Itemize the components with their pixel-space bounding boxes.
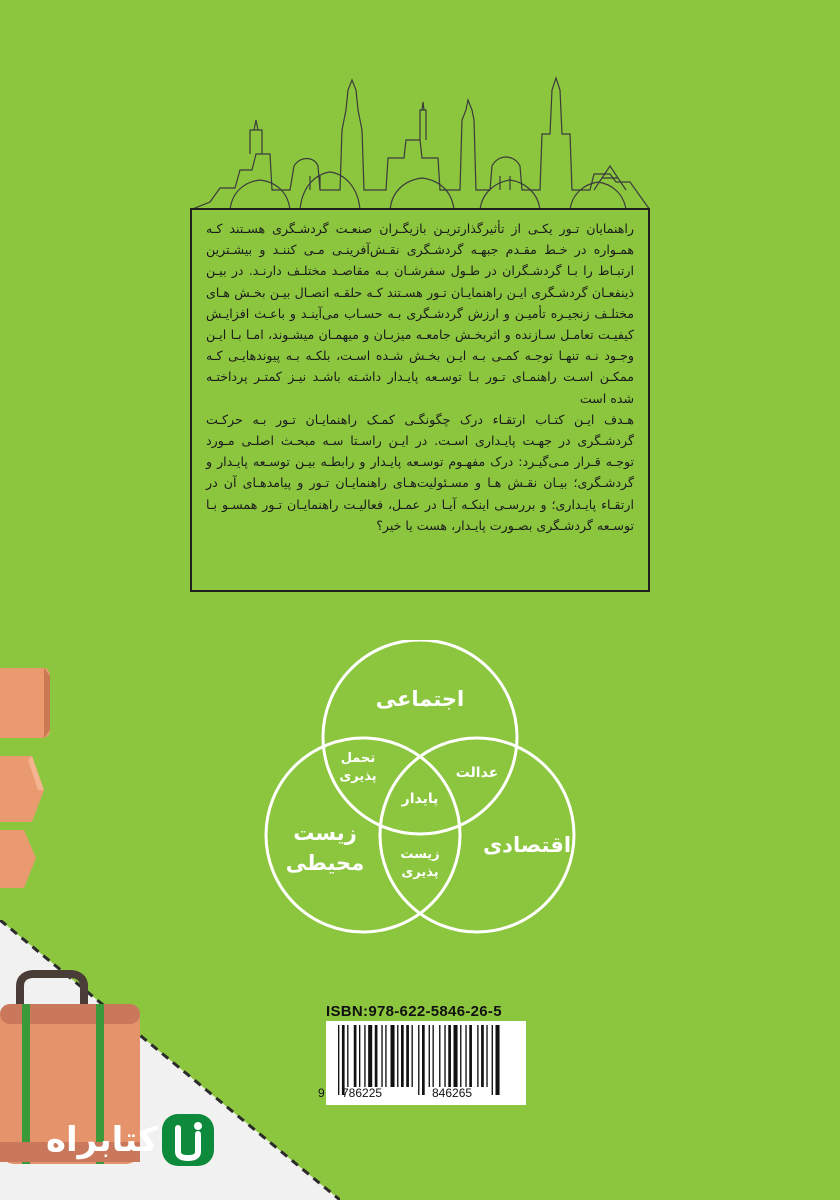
barcode-bar — [439, 1025, 440, 1087]
label-sustainable: پایدار — [401, 791, 439, 807]
label-livable-line1: زیست — [400, 847, 440, 862]
label-livable-line2: پذیری — [401, 865, 439, 880]
barcode-bar — [381, 1025, 382, 1087]
barcode-bar — [397, 1025, 398, 1087]
barcode-bar — [342, 1025, 345, 1095]
barcode-bar — [444, 1025, 445, 1087]
barcode-bar — [412, 1025, 413, 1087]
barcode-bar — [385, 1025, 386, 1087]
publisher-logo-text: کتابراه — [45, 1120, 158, 1160]
barcode-bar — [429, 1025, 430, 1087]
label-environmental-line2: محیطی — [285, 851, 365, 875]
label-social: اجتماعی — [375, 687, 465, 711]
barcode-bar — [496, 1025, 500, 1095]
sustainability-venn-diagram — [255, 640, 585, 940]
barcode-bar — [454, 1025, 458, 1087]
barcode-bar — [391, 1025, 395, 1087]
description-paragraph-2: هـدف ایـن کتـاب ارتقـاء درک چگونگـی کمـک راهنمایـان تـور بـه حرکـت گردشـگری در جهـت پایـداری اسـت. در ایـن راسـتا سـه مبحـث اصلـی مـورد توجـه قـرار مـی‌گیـرد: درک مفهـوم توسـعه پایـدار و رابطـه بیـن توسـعه پایـدار و گردشـگری؛ بیـان نقـش هـا و مسـئولیت‌هـای راهنمایـان تـور و پیامدهـای آن در ارتقـاء پایـداری؛ و بررسـی اینکـه آیـا در عمـل، فعالیـت راهنمایـان تـور همسـو بـا توسـعه گردشـگری بصـورت پایـدار، هست یا خیر؟ — [206, 411, 634, 533]
barcode-lead-digit: 9 — [318, 1086, 325, 1100]
label-tolerable-line2: پذیری — [339, 769, 377, 784]
publisher-logo-icon — [160, 1112, 216, 1168]
label-tolerable-line1: تحمل — [340, 751, 376, 766]
barcode-bar — [347, 1025, 348, 1087]
barcode-bar — [460, 1025, 461, 1087]
barcode-bar — [422, 1025, 425, 1095]
barcode-bar — [354, 1025, 357, 1087]
barcode-bar — [448, 1025, 451, 1087]
barcode-bar — [492, 1025, 493, 1095]
barcode-bar — [401, 1025, 404, 1087]
barcode-bar — [481, 1025, 484, 1087]
barcode-bar — [338, 1025, 339, 1095]
label-environmental-line1: زیست — [293, 821, 357, 845]
barcode-right-digits: 846265 — [432, 1086, 473, 1100]
barcode-bar — [486, 1025, 487, 1087]
barcode-bar — [465, 1025, 466, 1087]
barcode-bar — [433, 1025, 434, 1087]
description-paragraph-1: راهنمایان تـور یکـی از تأثیرگذارتریـن بازیگـران صنعـت گردشـگری هسـتند کـه همـواره در خـط مقـدم جبهـه گردشـگری نقـش‌آفرینـی مـی کننـد و بیشـترین ارتبـاط را بـا گردشـگران در طـول سفرشـان بـه مقاصـد مختلـف دارنـد. در بیـن ذینفعـان گردشـگری ایـن راهنمایـان تـور هسـتند کـه حلقـه اتصـال بیـن بخـش هـای مختلـف زنجیـره تأمیـن و ارزش گردشـگری بـه حسـاب می‌آینـد و باعـث افزایـش کیفیـت تعامـل سـازنده و اثربخـش جامعـه میزبـان و میهمـان میشـوند، امـا بـا ایـن وجـود نـه تنهـا توجـه کمـی بـه ایـن بخـش شـده اسـت، بلکـه بـه پیوندهایـی کـه ممکـن اسـت راهنمـای تـور بـا توسـعه پایـدار داشـته باشـد نیـز کمتـر پرداختـه شده است — [206, 221, 634, 406]
label-equity: عدالت — [455, 765, 499, 781]
barcode-bar — [469, 1025, 472, 1087]
barcode-bar — [406, 1025, 409, 1087]
city-skyline-illustration — [190, 70, 650, 210]
isbn-label: ISBN:978-622-5846-26-5 — [326, 1003, 502, 1020]
barcode-bar — [375, 1025, 378, 1087]
barcode-bar — [418, 1025, 419, 1095]
book-description — [190, 208, 650, 592]
barcode-bar — [364, 1025, 365, 1087]
barcode-bar — [368, 1025, 372, 1087]
decorative-cards-illustration — [0, 660, 60, 890]
barcode-left-digits: 786225 — [342, 1086, 383, 1100]
barcode-bar — [477, 1025, 478, 1087]
label-economic: اقتصادی — [482, 833, 572, 857]
barcode-bar — [359, 1025, 360, 1087]
